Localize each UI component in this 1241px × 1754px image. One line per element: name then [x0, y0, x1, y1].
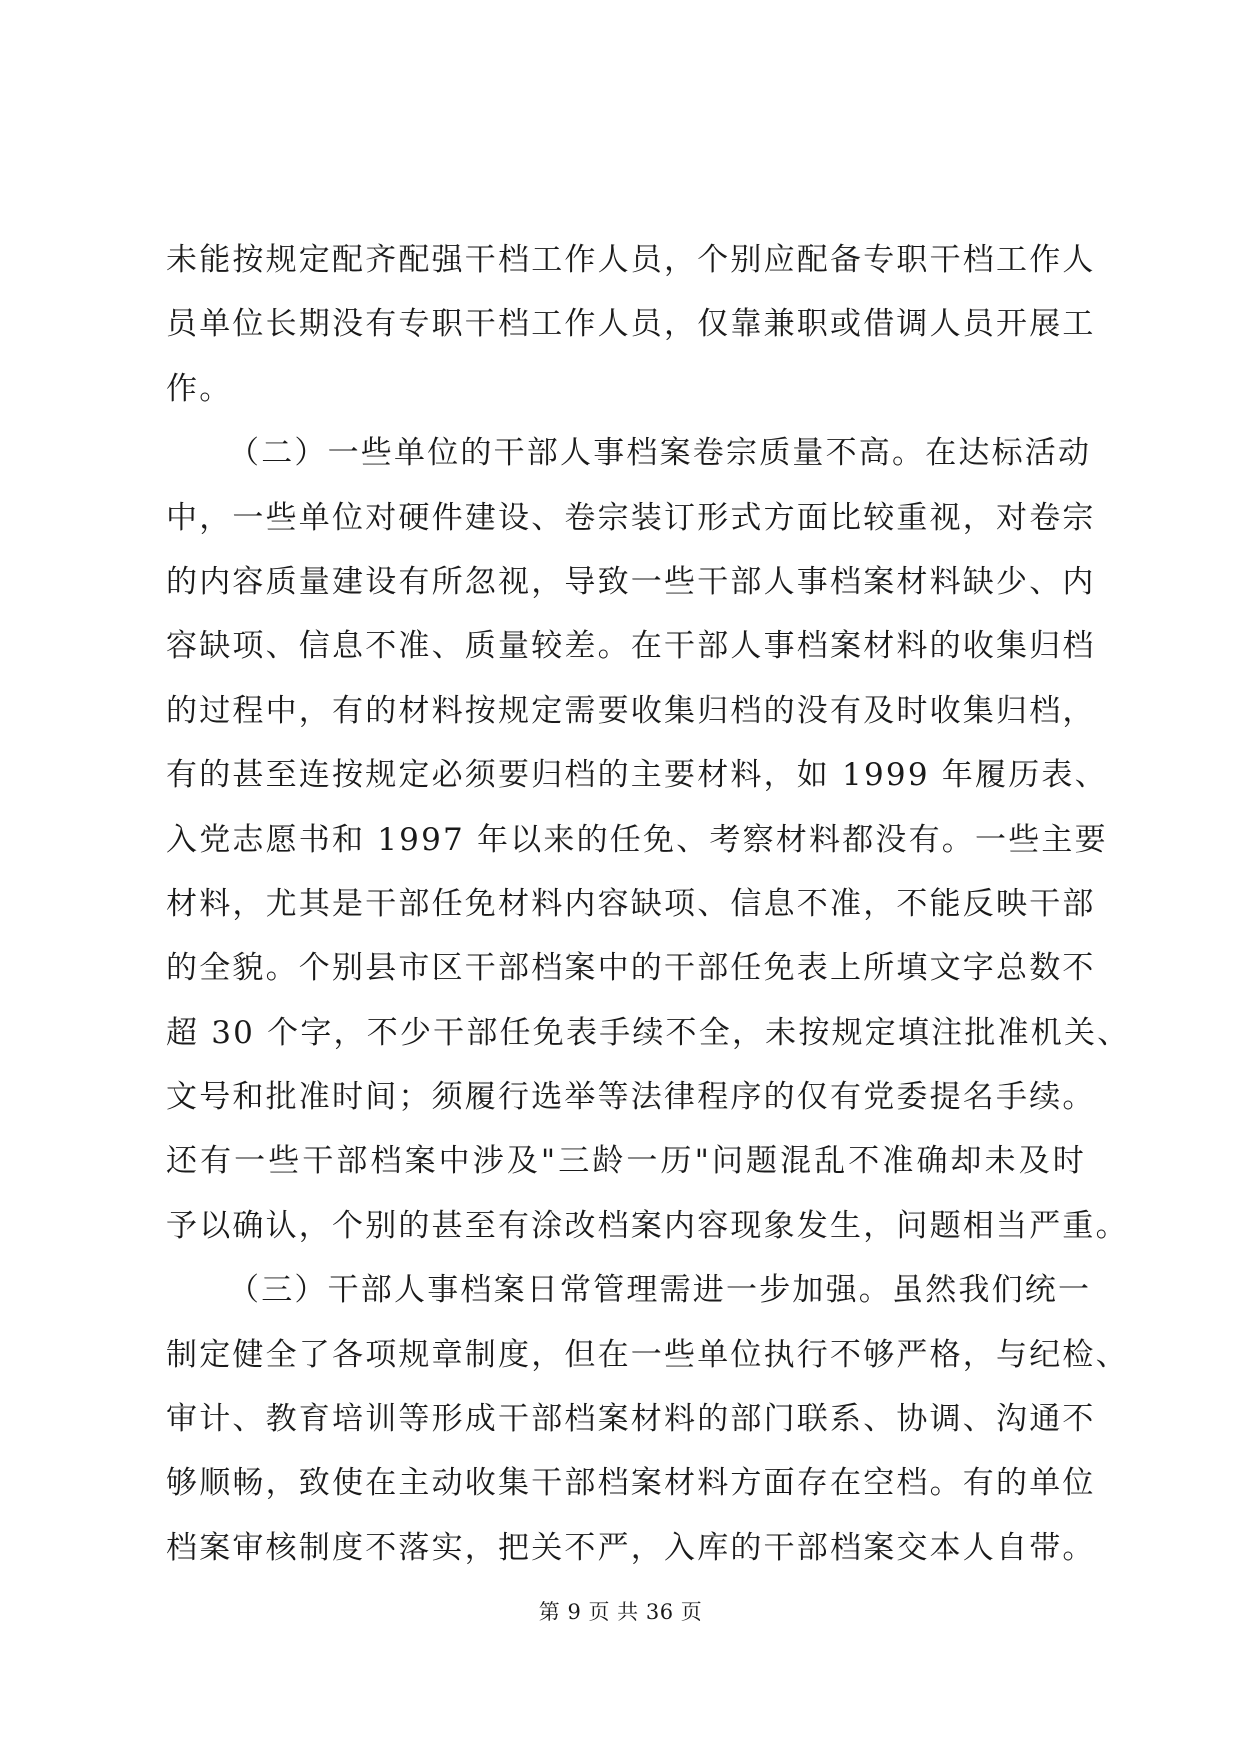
- text-line: 有的甚至连按规定必须要归档的主要材料，如 1999 年履历表、: [166, 757, 1108, 794]
- text-line: 够顺畅，致使在主动收集干部档案材料方面存在空档。有的单位: [166, 1465, 1096, 1502]
- text-line: 的全貌。个别县市区干部档案中的干部任免表上所填文字总数不: [166, 950, 1096, 987]
- text-line: 还有一些干部档案中涉及"三龄一历"问题混乱不准确却未及时: [166, 1143, 1086, 1180]
- text-line: 作。: [166, 370, 233, 407]
- text-line: 超 30 个字，不少干部任免表手续不全，未按规定填注批准机关、: [166, 1014, 1131, 1051]
- text-line: 容缺项、信息不准、质量较差。在干部人事档案材料的收集归档: [166, 628, 1096, 665]
- text-line: 员单位长期没有专职干档工作人员，仅靠兼职或借调人员开展工: [166, 306, 1096, 343]
- text-line: 予以确认，个别的甚至有涂改档案内容现象发生，问题相当严重。: [166, 1207, 1129, 1244]
- text-line: 审计、教育培训等形成干部档案材料的部门联系、协调、沟通不: [166, 1401, 1096, 1438]
- text-line: 入党志愿书和 1997 年以来的任免、考察材料都没有。一些主要: [166, 821, 1108, 858]
- text-line: 材料，尤其是干部任免材料内容缺项、信息不准，不能反映干部: [166, 885, 1096, 922]
- text-line: 制定健全了各项规章制度，但在一些单位执行不够严格，与纪检、: [166, 1336, 1129, 1373]
- text-line: （二）一些单位的干部人事档案卷宗质量不高。在达标活动: [228, 435, 1092, 472]
- text-line: 未能按规定配齐配强干档工作人员，个别应配备专职干档工作人: [166, 242, 1096, 278]
- text-line: 文号和批准时间；须履行选举等法律程序的仅有党委提名手续。: [166, 1079, 1096, 1116]
- page-footer: [0, 1596, 1241, 1626]
- text-line: 档案审核制度不落实，把关不严，入库的干部档案交本人自带。: [166, 1529, 1096, 1566]
- page-number-label: 第 9 页 共 36 页: [538, 1600, 703, 1624]
- text-line: 的过程中，有的材料按规定需要收集归档的没有及时收集归档，: [166, 692, 1096, 729]
- text-line: 中，一些单位对硬件建设、卷宗装订形式方面比较重视，对卷宗: [166, 499, 1096, 536]
- text-line: （三）干部人事档案日常管理需进一步加强。虽然我们统一: [228, 1272, 1092, 1309]
- body-text: [166, 228, 1131, 1580]
- text-line: 的内容质量建设有所忽视，导致一些干部人事档案材料缺少、内: [166, 563, 1096, 600]
